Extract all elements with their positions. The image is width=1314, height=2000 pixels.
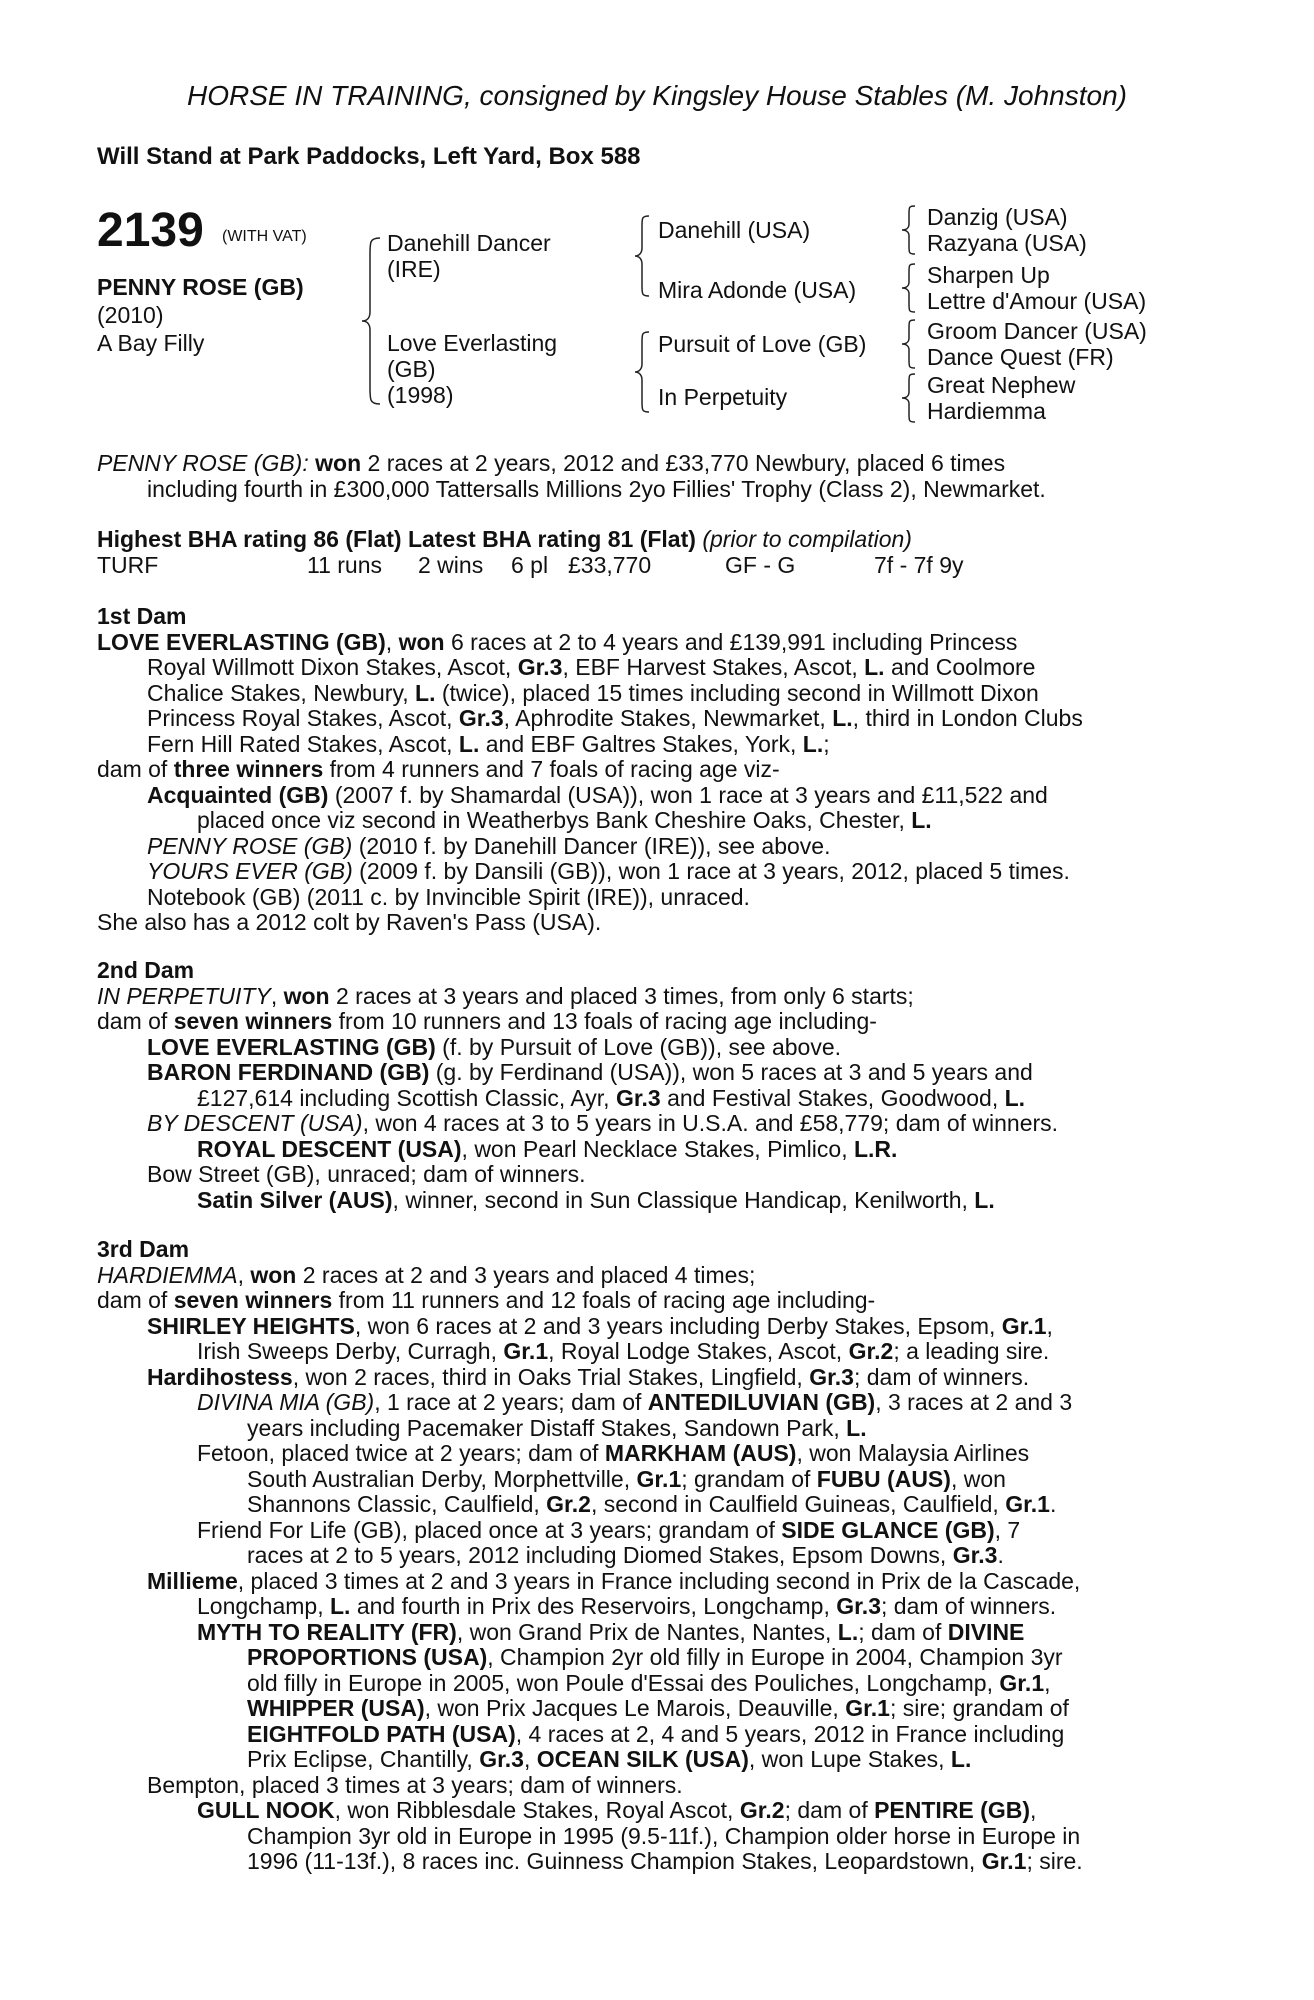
text-run: , 1 race at 2 years; dam of	[374, 1389, 648, 1415]
text-run: Gr.3	[809, 1363, 854, 1390]
text-run	[97, 1543, 1204, 1569]
text-run: dam of	[97, 756, 174, 782]
text-run: from 4 runners and 7 foals of racing age viz-	[323, 756, 780, 782]
text-run: SHIRLEY HEIGHTS	[147, 1312, 355, 1339]
text-run	[97, 1594, 1204, 1620]
sire-dam: Mira Adonde (USA)	[658, 277, 857, 303]
text-run: Gr.1	[636, 1465, 682, 1492]
text-run: Chalice Stakes, Newbury,	[147, 679, 416, 706]
sire-sire: Danehill (USA)	[658, 217, 811, 243]
text-run: , won Ribblesdale Stakes, Royal Ascot,	[334, 1797, 740, 1823]
text-run: Shannons Classic, Caulfield,	[247, 1491, 547, 1517]
text-run: 2 races at 3 years and placed 3 times, from only 6 starts;	[329, 982, 914, 1009]
text-run	[97, 1569, 1204, 1595]
text-run: from 10 runners and 13 foals of racing age including-	[332, 1008, 877, 1034]
sire-dam-dam: Lettre d'Amour (USA)	[927, 288, 1147, 314]
text-run: (2007 f. by Shamardal (USA)), won 1 race at 3 years and £11,522 and	[328, 781, 1048, 808]
pedigree-brace-sd	[900, 262, 918, 314]
text-run: ,	[1046, 1312, 1053, 1339]
text-run: Gr.1	[981, 1848, 1027, 1874]
text-run: MYTH TO REALITY (FR)	[197, 1618, 457, 1645]
first-dam-heading: 1st Dam	[97, 603, 187, 629]
text-run: three winners	[173, 756, 324, 782]
text-run	[97, 1009, 1204, 1035]
text-run	[97, 1747, 1204, 1773]
text-run: ,	[270, 982, 284, 1009]
text-run	[97, 1696, 1204, 1722]
text-run: (f. by Pursuit of Love (GB)), see above.	[435, 1033, 842, 1060]
text-run: , EBF Harvest Stakes, Ascot,	[562, 654, 865, 680]
text-run: , placed 3 times at 2 and 3 years in France including second in Prix de la Cascade,	[237, 1567, 1081, 1594]
text-run: dam of	[97, 1008, 174, 1034]
text-run: Gr.1	[503, 1338, 549, 1364]
dam-sire: Pursuit of Love (GB)	[658, 331, 867, 357]
text-run: .	[1049, 1491, 1057, 1517]
text-run: L.	[832, 705, 853, 731]
text-run: (g. by Ferdinand (USA)), won 5 races at 3 and 5 years and	[429, 1059, 1033, 1085]
text-run: L.	[846, 1414, 867, 1441]
foaling-year: (2010)	[97, 302, 164, 328]
text-run: and Coolmore	[884, 654, 1036, 680]
text-run: Notebook (GB) (2011 c. by Invincible Spirit (IRE)), unraced.	[147, 883, 750, 910]
text-run: (twice), placed 15 times including second in Willmott Dixon	[435, 679, 1039, 706]
text-run	[97, 834, 1204, 860]
text-run	[97, 1849, 1204, 1875]
text-run: L.	[329, 1593, 351, 1619]
text-run: , won Pearl Necklace Stakes, Pimlico,	[461, 1135, 854, 1162]
first-dam-section	[97, 604, 1204, 936]
text-run: and EBF Galtres Stakes, York,	[479, 730, 803, 757]
text-run: , 3 races at 2 and 3	[875, 1389, 1073, 1415]
text-run: BARON FERDINAND (GB)	[147, 1059, 430, 1085]
text-run: old filly in Europe in 2005, won Poule d'Essai des Pouliches, Longchamp,	[247, 1669, 1000, 1696]
text-run	[97, 1288, 1204, 1314]
text-run: MARKHAM (AUS)	[604, 1440, 797, 1466]
text-run: L.	[837, 1618, 859, 1645]
text-run: Bow Street (GB), unraced; dam of winners.	[147, 1161, 586, 1187]
text-run: South Australian Derby, Morphettville,	[247, 1465, 637, 1492]
text-run: ; a leading sire.	[893, 1338, 1050, 1364]
text-run: Royal Willmott Dixon Stakes, Ascot,	[147, 654, 518, 680]
text-run: , won 4 races at 3 to 5 years in U.S.A. and £58,779; dam of winners.	[362, 1110, 1059, 1136]
text-run	[97, 732, 1204, 758]
text-run: , third in London Clubs	[852, 705, 1083, 731]
text-run: Longchamp,	[197, 1593, 330, 1619]
text-run: Fetoon, placed twice at 2 years; dam of	[197, 1440, 605, 1466]
text-run	[97, 1365, 1204, 1391]
text-run	[97, 451, 1204, 477]
text-run: PROPORTIONS (USA)	[247, 1644, 488, 1670]
text-run: WHIPPER (USA)	[247, 1695, 425, 1721]
dam-dam-sire: Great Nephew	[927, 372, 1076, 398]
text-run	[97, 1441, 1204, 1467]
text-run: ; dam of	[784, 1797, 875, 1823]
text-run: L.	[458, 730, 480, 757]
sire-dam-sire: Sharpen Up	[927, 262, 1050, 288]
text-run: Gr.1	[1005, 1491, 1050, 1517]
text-run: .	[997, 1542, 1004, 1568]
text-run: 2 races at 2 years, 2012 and £33,770 Newbury, placed 6 times	[367, 450, 1006, 476]
text-run: GULL NOOK	[197, 1797, 335, 1823]
text-run	[97, 1137, 1204, 1163]
text-run	[97, 1339, 1204, 1365]
text-run: Millieme	[147, 1567, 238, 1594]
text-run	[97, 1263, 1204, 1289]
consignor-header: HORSE IN TRAINING, consigned by Kingsley House Stables (M. Johnston)	[187, 80, 1127, 111]
text-run: seven winners	[173, 1008, 333, 1034]
text-run: , won Prix Jacques Le Marois, Deauville,	[424, 1695, 846, 1721]
record-prize: £33,770	[568, 552, 652, 578]
text-run: (prior to compilation)	[702, 526, 912, 552]
stand-location: Will Stand at Park Paddocks, Left Yard, Box 588	[97, 143, 641, 170]
text-run: £127,614 including Scottish Classic, Ayr,	[197, 1084, 616, 1111]
text-run	[97, 1671, 1204, 1697]
text-run: Fern Hill Rated Stakes, Ascot,	[147, 730, 459, 757]
text-run: ; dam of winners.	[853, 1363, 1030, 1390]
pedigree-brace-ds	[900, 318, 918, 370]
text-run: Champion 3yr old in Europe in 1995 (9.5-11f.), Champion older horse in Europe in	[247, 1822, 1081, 1849]
text-run: ; sire.	[1026, 1848, 1083, 1874]
text-run: 6 races at 2 to 4 years and £139,991 including Princess	[444, 628, 1018, 655]
dam-dam: In Perpetuity	[658, 384, 788, 410]
record-runs: 11 runs	[307, 552, 383, 578]
text-run	[97, 1798, 1204, 1824]
text-run: IN PERPETUITY	[97, 982, 271, 1009]
race-summary	[97, 451, 1204, 502]
sire: Danehill Dancer (IRE)	[387, 230, 551, 282]
text-run	[97, 1722, 1204, 1748]
text-run: including fourth in £300,000 Tattersalls Millions 2yo Fillies' Trophy (Class 2), Newmarket.	[147, 475, 1046, 502]
text-run: won	[315, 450, 362, 476]
text-run: LOVE EVERLASTING (GB)	[97, 628, 386, 655]
dam: Love Everlasting (GB) (1998)	[387, 330, 558, 408]
text-run	[97, 1467, 1204, 1493]
text-run: and fourth in Prix des Reservoirs, Longchamp,	[350, 1593, 837, 1619]
text-run: Irish Sweeps Derby, Curragh,	[197, 1338, 504, 1364]
text-run: Friend For Life (GB), placed once at 3 years; grandam of	[197, 1516, 782, 1543]
text-run: Highest BHA rating 86 (Flat) Latest BHA rating 81 (Flat)	[97, 526, 696, 552]
text-run: 2 races at 2 and 3 years and placed 4 times;	[296, 1261, 756, 1288]
text-run: Gr.2	[546, 1491, 591, 1517]
text-run	[97, 1390, 1204, 1416]
text-run: ,	[237, 1261, 251, 1288]
third-dam-section	[97, 1237, 1204, 1875]
lot-number: 2139	[97, 204, 204, 257]
text-run	[97, 1518, 1204, 1544]
text-run	[97, 1314, 1204, 1340]
text-run: ,	[1044, 1669, 1051, 1696]
pedigree-brace-main	[360, 236, 384, 406]
text-run: L.R.	[853, 1135, 898, 1162]
record-wins: 2 wins	[418, 552, 484, 578]
sire-sire-sire: Danzig (USA)	[927, 204, 1068, 230]
text-run	[97, 984, 1204, 1010]
text-run: dam of	[97, 1287, 174, 1313]
text-run: DIVINE	[947, 1618, 1025, 1645]
text-run: LOVE EVERLASTING (GB)	[147, 1033, 436, 1060]
text-run: , second in Caulfield Guineas, Caulfield,	[590, 1491, 1006, 1517]
text-run: L.	[974, 1186, 995, 1213]
text-run: , won Lupe Stakes,	[748, 1746, 951, 1772]
text-run: Gr.1	[845, 1695, 890, 1721]
rating-block	[97, 527, 1204, 553]
text-run	[97, 1492, 1204, 1518]
pedigree-brace-ss	[900, 204, 918, 256]
dam-sire-sire: Groom Dancer (USA)	[927, 318, 1147, 344]
text-run: , Royal Lodge Stakes, Ascot,	[548, 1338, 849, 1364]
text-run: , won 2 races, third in Oaks Trial Stakes, Lingfield,	[292, 1363, 810, 1390]
text-run: Gr.2	[848, 1338, 894, 1364]
text-run: (2009 f. by Dansili (GB)), won 1 race at 3 years, 2012, placed 5 times.	[352, 858, 1070, 884]
text-run: (2010 f. by Danehill Dancer (IRE)), see above.	[352, 832, 831, 859]
text-run: , won Grand Prix de Nantes, Nantes,	[456, 1618, 838, 1645]
text-run: Acquainted (GB)	[147, 781, 329, 808]
text-run: won	[250, 1261, 297, 1288]
text-run	[97, 859, 1204, 885]
text-run: ; grandam of	[681, 1465, 817, 1492]
sire-sire-dam: Razyana (USA)	[927, 230, 1087, 256]
text-run: , won	[950, 1465, 1006, 1492]
text-run: ,	[523, 1746, 537, 1772]
text-run: years including Pacemaker Distaff Stakes, Sandown Park,	[247, 1414, 847, 1441]
text-run: seven winners	[173, 1287, 333, 1313]
text-run: ; dam of	[858, 1618, 948, 1645]
text-run: DIVINA MIA (GB)	[197, 1389, 375, 1415]
record-distance: 7f - 7f 9y	[874, 552, 964, 578]
text-run: L.	[802, 730, 824, 757]
text-run	[97, 808, 1204, 834]
text-run: L.	[864, 654, 885, 680]
text-run: Bempton, placed 3 times at 3 years; dam of winners.	[147, 1771, 683, 1798]
text-run: placed once viz second in Weatherbys Bank Cheshire Oaks, Chester,	[197, 807, 912, 833]
text-run: ANTEDILUVIAN (GB)	[647, 1389, 876, 1415]
text-run	[97, 630, 1204, 656]
record-surface: TURF	[97, 552, 159, 578]
text-run	[97, 783, 1204, 809]
text-run: ; dam of winners.	[881, 1593, 1057, 1619]
text-run	[97, 1416, 1204, 1442]
text-run: Gr.3	[952, 1542, 998, 1568]
text-run: , 4 races at 2, 4 and 5 years, 2012 in France including	[515, 1720, 1065, 1747]
horse-description: A Bay Filly	[97, 330, 205, 356]
text-run: Gr.3	[836, 1593, 881, 1619]
text-run: ; sire; grandam of	[889, 1695, 1069, 1721]
pedigree-brace-sire	[633, 214, 653, 298]
text-run: OCEAN SILK (USA)	[536, 1746, 749, 1772]
dam-dam-dam: Hardiemma	[927, 398, 1046, 424]
text-run: 1996 (11-13f.), 8 races inc. Guinness Champion Stakes, Leopardstown,	[247, 1848, 982, 1874]
text-run: ,	[1029, 1797, 1037, 1823]
text-run	[97, 1645, 1204, 1671]
text-run: , Champion 2yr old filly in Europe in 2004, Champion 3yr	[487, 1644, 1063, 1670]
text-run	[97, 1620, 1204, 1646]
text-run: Gr.3	[615, 1084, 661, 1111]
horse-name: PENNY ROSE (GB)	[97, 274, 304, 300]
text-run: Gr.2	[739, 1797, 785, 1823]
text-run: BY DESCENT (USA)	[147, 1110, 363, 1136]
text-run	[97, 1035, 1204, 1061]
text-run	[97, 1060, 1204, 1086]
text-run: L.	[950, 1746, 972, 1772]
text-run: She also has a 2012 colt by Raven's Pass (USA).	[97, 909, 602, 935]
text-run: Gr.3	[517, 654, 563, 680]
text-run	[97, 527, 1204, 553]
text-run: races at 2 to 5 years, 2012 including Diomed Stakes, Epsom Downs,	[247, 1542, 953, 1568]
text-run: PENNY ROSE (GB)	[147, 832, 353, 859]
text-run	[97, 1111, 1204, 1137]
text-run: FUBU (AUS)	[816, 1465, 951, 1492]
text-run: HARDIEMMA	[97, 1261, 238, 1288]
text-run: Hardihostess	[147, 1363, 293, 1390]
text-run: , won Malaysia Airlines	[796, 1440, 1030, 1466]
dam-sire-dam: Dance Quest (FR)	[927, 344, 1114, 370]
text-run: and Festival Stakes, Goodwood,	[660, 1084, 1005, 1111]
text-run: L.	[415, 679, 436, 706]
text-run: Gr.3	[479, 1746, 524, 1772]
text-run: ;	[823, 730, 830, 757]
text-run	[97, 706, 1204, 732]
text-run	[97, 655, 1204, 681]
text-run	[97, 757, 1204, 783]
text-run: Gr.3	[458, 705, 504, 731]
text-run: , won 6 races at 2 and 3 years including Derby Stakes, Epsom,	[354, 1312, 1002, 1339]
third-dam-heading: 3rd Dam	[97, 1236, 190, 1262]
text-run: Gr.1	[1001, 1312, 1047, 1339]
text-run: EIGHTFOLD PATH (USA)	[247, 1720, 516, 1747]
record-going: GF - G	[725, 552, 796, 578]
pedigree-brace-dam	[633, 330, 653, 414]
text-run: from 11 runners and 12 foals of racing age including-	[332, 1287, 876, 1313]
text-run: YOURS EVER (GB)	[147, 858, 353, 884]
pedigree-brace-dd	[900, 372, 918, 424]
text-run: PENTIRE (GB)	[874, 1797, 1030, 1823]
text-run: ,	[385, 628, 399, 655]
text-run	[97, 1086, 1204, 1112]
text-run: won	[398, 628, 445, 655]
text-run: ROYAL DESCENT (USA)	[197, 1135, 462, 1162]
text-run	[97, 1188, 1204, 1214]
text-run: , 7	[994, 1516, 1021, 1543]
text-run: , winner, second in Sun Classique Handicap, Kenilworth,	[392, 1186, 975, 1213]
text-run: won	[283, 982, 330, 1009]
text-run	[97, 681, 1204, 707]
text-run: , Aphrodite Stakes, Newmarket,	[503, 705, 833, 731]
text-run: L.	[911, 807, 932, 833]
text-run: Prix Eclipse, Chantilly,	[247, 1746, 480, 1772]
second-dam-heading: 2nd Dam	[97, 957, 195, 983]
text-run: L.	[1004, 1084, 1026, 1111]
text-run: Princess Royal Stakes, Ascot,	[147, 705, 459, 731]
vat-note: (WITH VAT)	[222, 228, 307, 245]
text-run: Satin Silver (AUS)	[197, 1186, 393, 1213]
record-placed: 6 pl	[511, 552, 549, 578]
text-run: PENNY ROSE (GB):	[97, 450, 309, 476]
text-run: SIDE GLANCE (GB)	[781, 1516, 995, 1543]
second-dam-section	[97, 958, 1204, 1213]
text-run: Gr.1	[999, 1669, 1045, 1696]
